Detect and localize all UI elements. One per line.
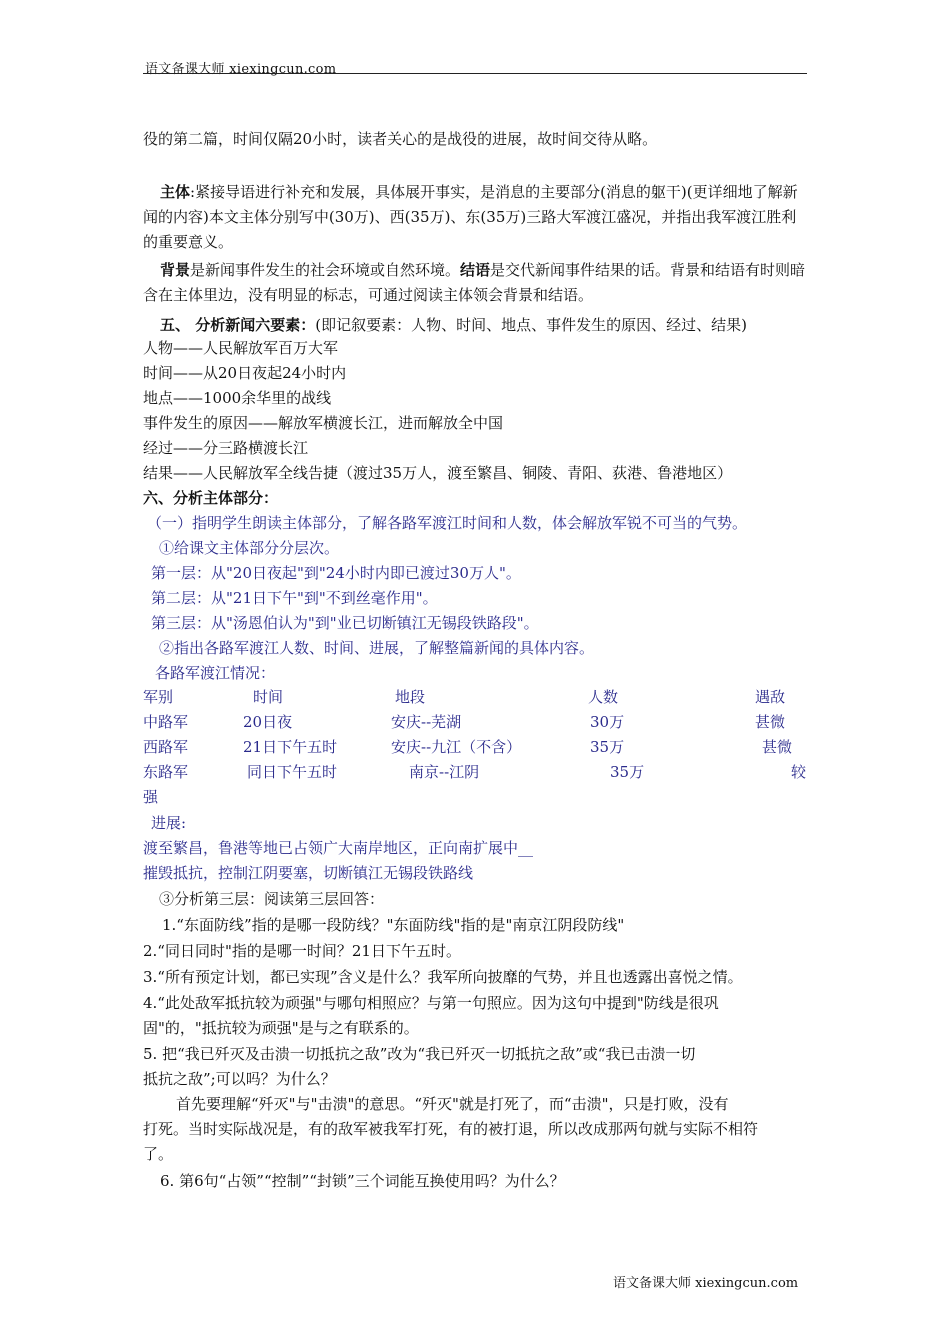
question-4-line2: 固"的，"抵抗较为顽强"是与之有联系的。 (143, 1019, 419, 1037)
table-cell: 安庆--九江（不含） (391, 738, 522, 756)
table-cell: 西路军 (143, 738, 189, 756)
section6-heading (143, 487, 278, 508)
layer-1: 第一层：从"20日夜起"到"24小时内即已渡过30万人"。 (151, 564, 521, 582)
table-header-row (143, 686, 943, 711)
section5-note: (即记叙要素：人物、时间、地点、事件发生的原因、经过、结果) (315, 316, 747, 334)
background-text: 是新闻事件发生的社会环境或自然环境。 (190, 261, 461, 279)
table-cell: 安庆--芜湖 (391, 713, 462, 731)
table-header: 人数 (588, 688, 619, 706)
question-6: 6. 第6句“占领”“控制”“封锁”三个词能互换使用吗？为什么？ (160, 1172, 565, 1190)
progress-label: 进展: (151, 814, 187, 832)
conclusion-text: 是交代新闻事件结果的话。背景和结语有时则暗含在主体里边，没有明显的标志，可通过阅读主体领会背景和结语。 (143, 261, 806, 304)
table-wrap-row (143, 786, 943, 811)
body-text: :紧接导语进行补充和发展，具体展开事实，是消息的主要部分(消息的躯干)(更详细地了解新闻的内容)本文主体分别写中(30万)、西(35万)、东(35万)三路大军渡江盛况，并指出我军渡江胜利的重要意义。 (143, 183, 798, 251)
section5-heading: 五、 分析新闻六要素： (160, 316, 316, 334)
table-header: 军别 (143, 688, 174, 706)
table-cell: 南京--江阴 (409, 763, 480, 781)
table-cell: 同日下午五时 (247, 763, 338, 781)
section6-heading-text: 六、分析主体部分： (143, 489, 279, 507)
element-result: 结果——人民解放军全线告捷（渡过35万人，渡至繁昌、铜陵、青阳、荻港、鲁港地区） (143, 464, 733, 482)
table-cell: 21日下午五时 (243, 738, 338, 756)
step1: ①给课文主体部分分层次。 (159, 539, 340, 557)
table-cell: 35万 (590, 738, 625, 756)
body-label: 主体 (160, 183, 191, 201)
element-place: 地点——1000余华里的战线 (143, 389, 332, 407)
table-cell: 甚微 (762, 738, 793, 756)
element-time: 时间——从20日夜起24小时内 (143, 364, 347, 382)
progress-line-1: 渡至繁昌，鲁港等地已占领广大南岸地区，正向南扩展中__ (143, 839, 534, 857)
answer-5-line3: 了。 (143, 1145, 174, 1163)
crossing-table (143, 686, 823, 811)
table-header: 时间 (253, 688, 284, 706)
progress-line-2: 摧毁抵抗，控制江阴要塞，切断镇江无锡段铁路线 (143, 864, 474, 882)
answer-5-line2: 打死。当时实际战况是，有的敌军被我军打死，有的被打退，所以改成那两句就与实际不相符 (143, 1120, 759, 1138)
table-cell: 30万 (590, 713, 625, 731)
element-cause: 事件发生的原因——解放军横渡长江，进而解放全中国 (143, 414, 504, 432)
page-header: 语文备课大师 xiexingcun.com (145, 62, 337, 77)
body-paragraph (143, 180, 811, 255)
table-cell: 中路军 (143, 713, 189, 731)
question-5-line2: 抵抗之敌”;可以吗？为什么？ (143, 1070, 336, 1088)
question-5-line1: 5. 把“我已歼灭及击溃一切抵抗之敌”改为“我已歼灭一切抵抗之敌”或“我已击溃一切 (143, 1045, 696, 1063)
table-row (143, 761, 943, 786)
part1-instruction: （一）指明学生朗读主体部分，了解各路军渡江时间和人数，体会解放军锐不可当的气势。 (147, 514, 748, 532)
step3: ③分析第三层：阅读第三层回答： (159, 890, 385, 908)
table-cell: 35万 (610, 763, 645, 781)
question-2: 2.“同日同时"指的是哪一时间？21日下午五时。 (143, 942, 461, 960)
question-1: 1.“东面防线”指的是哪一段防线？"东面防线"指的是"南京江阴段防线" (162, 916, 625, 934)
table-row (143, 711, 943, 736)
question-3: 3.“所有预定计划，都已实现”含义是什么？我军所向披靡的气势，并且也透露出喜悦之情。 (143, 968, 743, 986)
table-cell: 东路军 (143, 763, 189, 781)
table-title: 各路军渡江情况： (155, 664, 276, 682)
table-row (143, 736, 943, 761)
table-cell: 较 (791, 763, 807, 781)
table-cell-wrap: 强 (143, 788, 159, 806)
header-rule (143, 73, 807, 74)
question-4-line1: 4.“此处敌军抵抗较为顽强"与哪句相照应？与第一句照应。因为这句中提到"防线是很巩 (143, 994, 719, 1012)
section5-heading-line (160, 314, 747, 335)
table-cell: 20日夜 (243, 713, 293, 731)
layer-2: 第二层：从"21日下午"到"不到丝毫作用"。 (151, 589, 438, 607)
intro-line: 役的第二篇，时间仅隔20小时，读者关心的是战役的进展，故时间交待从略。 (143, 130, 658, 148)
element-process: 经过——分三路横渡长江 (143, 439, 309, 457)
background-paragraph (143, 258, 811, 308)
answer-5-line1: 首先要理解“歼灭"与"击溃"的意思。“歼灭"就是打死了，而“击溃"，只是打败，没有 (176, 1095, 729, 1113)
table-header: 遇敌 (755, 688, 786, 706)
table-header: 地段 (395, 688, 426, 706)
layer-3: 第三层：从"汤恩伯认为"到"业已切断镇江无锡段铁路段"。 (151, 614, 539, 632)
page-footer: 语文备课大师 xiexingcun.com (613, 1276, 799, 1291)
table-cell: 甚微 (755, 713, 786, 731)
conclusion-label: 结语 (460, 261, 491, 279)
element-person: 人物——人民解放军百万大军 (143, 339, 339, 357)
background-label: 背景 (160, 261, 191, 279)
step2: ②指出各路军渡江人数、时间、进展，了解整篇新闻的具体内容。 (159, 639, 595, 657)
